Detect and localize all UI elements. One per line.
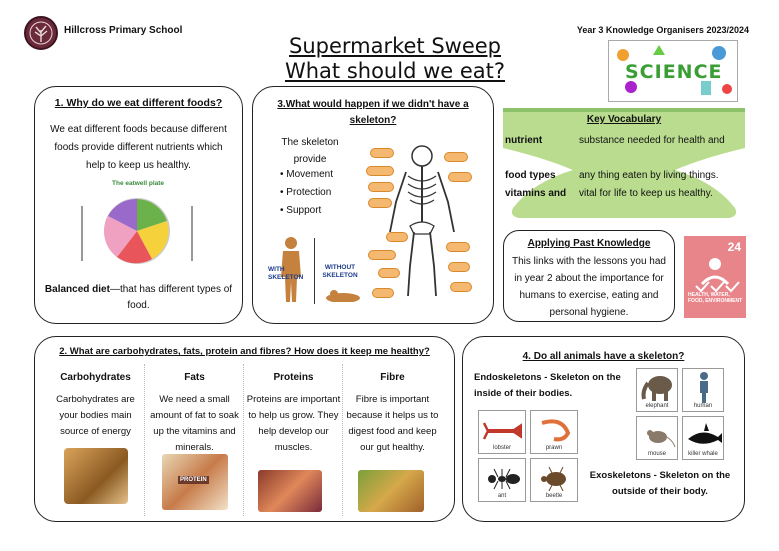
label-bubble	[368, 250, 396, 260]
fibre-image	[358, 470, 424, 512]
label-bubble	[446, 242, 470, 252]
title-line-2: What should we eat?	[284, 59, 506, 83]
animal-label: human	[693, 403, 713, 409]
animal-label: prawn	[545, 445, 563, 451]
fibre-text: Fibre is important because it helps us to digest food and keep our gut healthy.	[346, 394, 439, 453]
label-bubble	[372, 288, 394, 298]
without-skeleton-label: WITHOUT SKELETON	[322, 264, 358, 279]
organiser-label: Year 3 Knowledge Organisers 2023/2024	[576, 25, 749, 35]
science-logo	[608, 40, 738, 102]
carbohydrates-text: Carbohydrates are your bodies main source of energy	[56, 394, 135, 437]
goal-text: HEALTH, WATER, FOOD, ENVIRONMENT	[688, 292, 743, 304]
carbohydrates-image	[64, 448, 128, 504]
bullet-movement: • Movement	[280, 169, 333, 180]
animal-label: killer whale	[688, 451, 718, 457]
proteins-title: Proteins	[273, 372, 314, 383]
balanced-diet-term: Balanced diet	[44, 284, 110, 295]
animal-elephant	[636, 368, 678, 412]
school-name: Hillcross Primary School	[64, 25, 183, 36]
vocab-def: any thing eaten by living things.	[579, 170, 719, 181]
fats-text: We need a small amount of fat to soak up the vitamins and minerals.	[150, 394, 239, 453]
fats-image	[162, 454, 228, 510]
carbohydrates-title: Carbohydrates	[60, 372, 131, 383]
fats-title: Fats	[184, 372, 205, 383]
label-bubble	[378, 268, 400, 278]
label-bubble	[448, 262, 470, 272]
eatwell-plate	[72, 176, 202, 268]
goal-24-tile	[684, 236, 746, 318]
animal-label: elephant	[645, 403, 669, 409]
label-bubble	[386, 232, 408, 242]
title-line-1: Supermarket Sweep	[288, 34, 502, 58]
section2-heading: 2. What are carbohydrates, fats, protein and fibres? How does it keep me healthy?	[59, 346, 430, 357]
label-bubble	[368, 182, 394, 192]
animal-label: lobster	[492, 445, 511, 451]
skeleton-diagram	[366, 142, 478, 304]
section1-heading: 1. Why do we eat different foods?	[54, 97, 223, 109]
section1-text: We eat different foods because different foods provide different nutrients which help to keep us healthy.	[50, 124, 227, 171]
bullet-support: • Support	[280, 205, 322, 216]
goal-number: 24	[727, 240, 741, 254]
label-bubble	[444, 152, 468, 162]
animal-prawn	[530, 410, 578, 454]
vocab-def: substance needed for health and	[579, 135, 725, 146]
school-crest	[24, 16, 58, 50]
page-title	[250, 34, 540, 84]
divider	[314, 238, 315, 304]
skeleton-bullets	[280, 166, 360, 220]
animal-label: mouse	[647, 451, 666, 457]
balanced-diet-def: —that has different types of food.	[109, 284, 233, 311]
animal-lobster	[478, 410, 526, 454]
vocab-term: vitamins and	[505, 188, 567, 199]
eatwell-plate-title: The eatwell plate	[112, 180, 165, 187]
section4-heading: 4. Do all animals have a skeleton?	[522, 351, 685, 362]
animal-label: beetle	[545, 493, 563, 499]
animal-ant	[478, 458, 526, 502]
without-skeleton-figure	[324, 288, 362, 302]
protein-tag: PROTEIN	[180, 477, 207, 483]
label-bubble	[450, 282, 472, 292]
label-bubble	[448, 172, 472, 182]
animal-killer-whale	[682, 416, 724, 460]
vocab-heading: Key Vocabulary	[586, 114, 662, 125]
with-skeleton-label: WITH SKELETON	[268, 266, 304, 281]
vocab-term: food types	[505, 170, 556, 181]
label-bubble	[370, 148, 394, 158]
balanced-diet	[44, 282, 233, 314]
exoskeleton-text: Exoskeletons - Skeleton on the outside of their body.	[589, 470, 731, 497]
fibre-title: Fibre	[380, 372, 405, 383]
vocab-term: nutrient	[505, 135, 543, 146]
past-text: This links with the lessons you had in year 2 about the importance for humans to exercise, eating and personal hygiene.	[512, 256, 666, 318]
label-bubble	[368, 198, 392, 208]
skeleton-intro: The skeleton provide	[281, 137, 339, 165]
animal-label: ant	[497, 493, 507, 499]
science-logo-text: SCIENCE	[625, 61, 723, 83]
animal-human	[682, 368, 724, 412]
animal-beetle	[530, 458, 578, 502]
endoskeleton-text: Endoskeletons - Skeleton on the inside of their bodies.	[474, 372, 621, 399]
vocab-def: vital for life to keep us healthy.	[579, 188, 713, 199]
animal-mouse	[636, 416, 678, 460]
proteins-image	[258, 470, 322, 512]
proteins-text: Proteins are important to help us grow. They help develop our muscles.	[246, 394, 341, 453]
bullet-protection: • Protection	[280, 187, 332, 198]
section3-heading: 3.What would happen if we didn't have a skeleton?	[277, 99, 469, 126]
label-bubble	[366, 166, 394, 176]
past-heading: Applying Past Knowledge	[527, 238, 651, 249]
